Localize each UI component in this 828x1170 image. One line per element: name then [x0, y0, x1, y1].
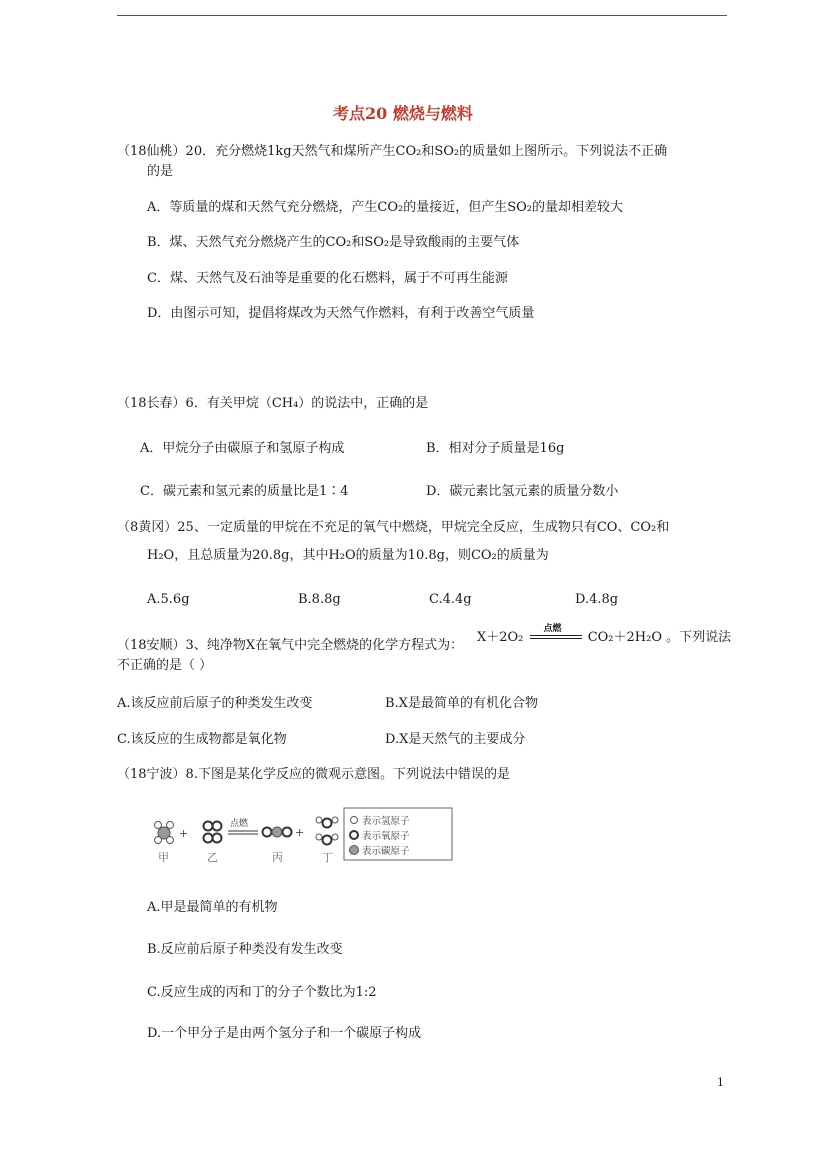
- chemical-equation: [477, 623, 732, 647]
- equation-arrow: [530, 623, 582, 642]
- legend-hydrogen: 表示氢原子: [362, 816, 410, 827]
- svg-text:+: +: [295, 826, 305, 839]
- label-yi: 乙: [207, 851, 218, 864]
- q5-option-d: D.一个甲分子是由两个氢分子和一个碳原子构成: [147, 1026, 422, 1041]
- q1-option-b: B．煤、天然气充分燃烧产生的CO₂和SO₂是导致酸雨的主要气体: [147, 235, 520, 250]
- q4-option-b: B.X是最简单的有机化合物: [385, 696, 538, 711]
- legend-carbon-swatch: [350, 846, 359, 855]
- q3-option-c: C.4.4g: [429, 592, 472, 607]
- q1-option-c: C．煤、天然气及石油等是重要的化石燃料，属于不可再生能源: [147, 271, 508, 286]
- q4-option-d: D.X是天然气的主要成分: [385, 732, 526, 747]
- q5-stem: （18宁波）8.下图是某化学反应的微观示意图。下列说法中错误的是: [117, 767, 510, 782]
- q4-option-c: C.该反应的生成物都是氧化物: [117, 732, 287, 747]
- legend-oxygen: 表示氧原子: [362, 831, 410, 842]
- q2-stem: （18长春）6．有关甲烷（CH₄）的说法中，正确的是: [117, 396, 429, 411]
- q1-option-a: A．等质量的煤和天然气充分燃烧，产生CO₂的量接近，但产生SO₂的量却相差较大: [147, 200, 623, 215]
- q1-line2: 的是: [147, 164, 174, 179]
- q2-option-c: C．碳元素和氢元素的质量比是1∶4: [140, 484, 349, 499]
- q1-line1: （18仙桃）20．充分燃烧1kg天然气和煤所产生CO₂和SO₂的质量如上图所示。下列说法不正确: [117, 144, 668, 159]
- page-number: 1: [717, 1076, 724, 1089]
- label-jia: 甲: [158, 851, 169, 864]
- diagram-condition: 点燃: [230, 819, 249, 829]
- legend-hydrogen-swatch: [351, 817, 358, 824]
- svg-text:+: +: [179, 827, 189, 840]
- reaction-arrow: [228, 831, 258, 834]
- molecule-bing: [263, 827, 292, 837]
- q5-option-a: A.甲是最简单的有机物: [147, 900, 278, 915]
- q4-line2: 不正确的是（ ）: [117, 658, 213, 673]
- equation-right: CO₂＋2H₂O: [587, 630, 662, 645]
- q3-line2: H₂O，且总质量为20.8g，其中H₂O的质量为10.8g，则CO₂的质量为: [147, 548, 549, 563]
- reaction-diagram-svg: [146, 806, 456, 864]
- legend-carbon: 表示碳原子: [362, 846, 410, 857]
- molecule-ding: [316, 817, 338, 845]
- q2-option-d: D．碳元素比氢元素的质量分数小: [426, 484, 619, 499]
- legend-oxygen-swatch: [350, 831, 358, 839]
- equation-condition: 点燃: [543, 623, 562, 634]
- label-ding: 丁: [322, 851, 333, 864]
- header-rule: [117, 15, 727, 16]
- page-title: 考点20 燃烧与燃料: [333, 104, 473, 123]
- q3-option-d: D.4.8g: [575, 592, 619, 607]
- q3-line1: （8黄冈）25、一定质量的甲烷在不充足的氧气中燃烧，甲烷完全反应，生成物只有CO、CO₂和: [117, 520, 670, 535]
- reaction-diagram: [146, 806, 456, 864]
- q2-option-a: A．甲烷分子由碳原子和氢原子构成: [140, 441, 345, 456]
- q2-option-b: B．相对分子质量是16g: [426, 441, 565, 456]
- label-bing: 丙: [272, 851, 283, 864]
- q4-option-a: A.该反应前后原子的种类发生改变: [117, 696, 313, 711]
- molecule-jia: [155, 822, 174, 844]
- molecule-yi: [204, 822, 222, 843]
- q1-option-d: D．由图示可知，提倡将煤改为天然气作燃料，有利于改善空气质量: [147, 306, 535, 321]
- q4-line1-tail: 。下列说法: [666, 630, 732, 645]
- q5-option-c: C.反应生成的丙和丁的分子个数比为1:2: [147, 985, 377, 1000]
- q3-option-b: B.8.8g: [298, 592, 341, 607]
- q4-line1: （18安顺）3、纯净物X在氧气中完全燃烧的化学方程式为：: [117, 638, 464, 653]
- q3-option-a: A.5.6g: [147, 592, 190, 607]
- equation-left: X＋2O₂: [477, 630, 524, 645]
- q5-option-b: B.反应前后原子种类没有发生改变: [147, 942, 343, 957]
